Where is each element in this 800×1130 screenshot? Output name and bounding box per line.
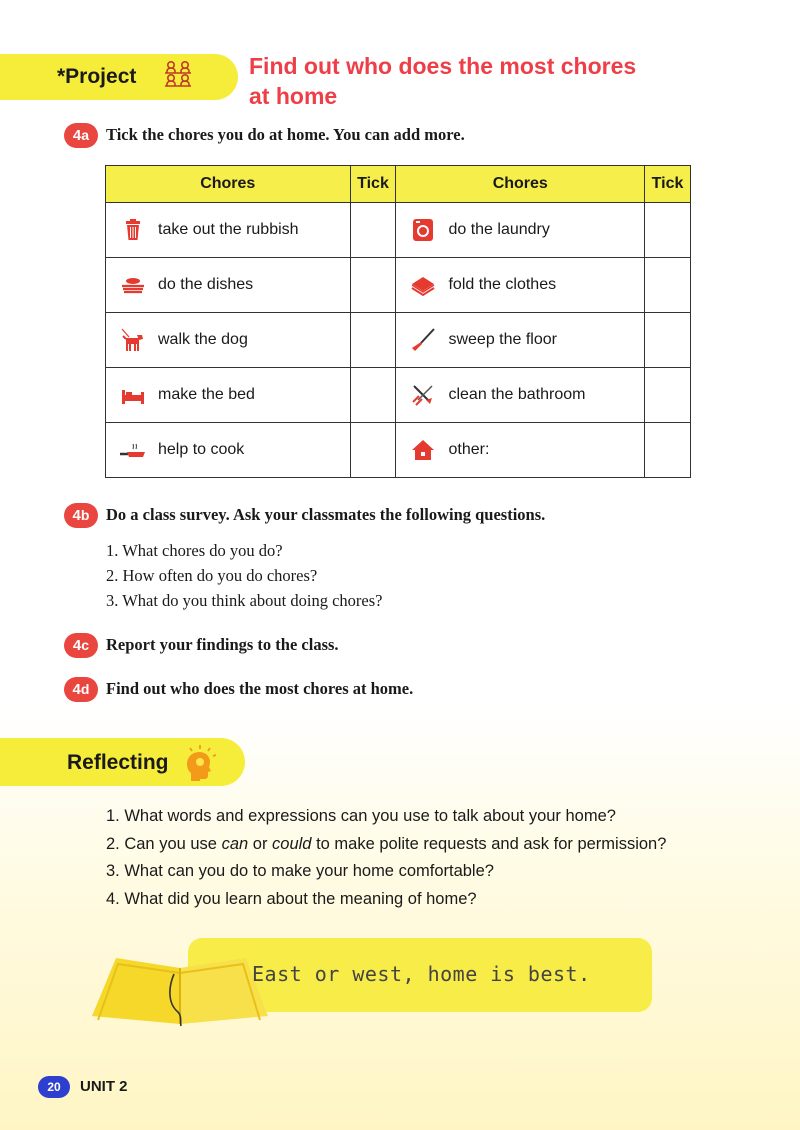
chore-cell — [106, 258, 351, 313]
open-book-icon — [88, 946, 273, 1028]
house-icon — [410, 437, 436, 463]
chore-label: do the dishes — [158, 276, 254, 293]
reflecting-label: Reflecting — [67, 751, 169, 774]
chore-cell — [106, 368, 351, 423]
chore-label: help to cook — [158, 441, 245, 458]
chore-label: other: — [448, 441, 490, 458]
chore-label: walk the dog — [158, 331, 248, 348]
chore-label: clean the bathroom — [448, 386, 586, 403]
list-item: 1. What chores do you do? — [106, 541, 283, 560]
step-4c-instruction: Report your findings to the class. — [106, 635, 339, 654]
chores-table — [105, 165, 691, 478]
step-4b-instruction: Do a class survey. Ask your classmates the following questions. — [106, 505, 546, 524]
tick-box[interactable] — [645, 368, 691, 423]
chore-label: sweep the floor — [448, 331, 557, 348]
list-item: 2. Can you use can or could to make polite requests and ask for permission? — [106, 834, 667, 853]
chore-cell — [396, 258, 645, 313]
step-badge-4d: 4d — [64, 677, 98, 702]
header-chores-left: Chores — [106, 166, 351, 203]
step-badge-4a: 4a — [64, 123, 98, 148]
step-4a-instruction: Tick the chores you do at home. You can add more. — [106, 125, 465, 144]
tick-box[interactable] — [350, 258, 396, 313]
header-tick-left: Tick — [350, 166, 396, 203]
project-label: *Project — [57, 65, 137, 88]
list-item: 4. What did you learn about the meaning of home? — [106, 889, 477, 908]
chore-cell — [106, 313, 351, 368]
project-title-line1: Find out who does the most chores — [249, 53, 637, 79]
tick-box[interactable] — [645, 203, 691, 258]
folded-clothes-icon — [410, 272, 436, 298]
tick-box[interactable] — [645, 258, 691, 313]
step-badge-4b: 4b — [64, 503, 98, 528]
list-item: 2. How often do you do chores? — [106, 566, 318, 585]
step-badge-4c: 4c — [64, 633, 98, 658]
thinking-head-icon — [185, 743, 219, 783]
header-tick-right: Tick — [645, 166, 691, 203]
chore-cell — [396, 368, 645, 423]
tick-box[interactable] — [350, 313, 396, 368]
rubbish-bin-icon — [120, 217, 146, 243]
chore-label: make the bed — [158, 386, 255, 403]
dishes-icon — [120, 272, 146, 298]
step-4d-instruction: Find out who does the most chores at home. — [106, 679, 414, 698]
table-row — [106, 423, 691, 478]
unit-label: UNIT 2 — [80, 1078, 128, 1095]
header-chores-right: Chores — [396, 166, 645, 203]
project-title — [249, 51, 679, 111]
frying-pan-icon — [120, 437, 146, 463]
chore-cell — [106, 203, 351, 258]
table-header-row — [106, 166, 691, 203]
project-title-line2: at home — [249, 83, 338, 109]
tick-box[interactable] — [350, 368, 396, 423]
dog-icon — [120, 327, 146, 353]
chore-label: do the laundry — [448, 221, 550, 238]
reflecting-question-list — [106, 803, 666, 913]
chore-cell — [396, 313, 645, 368]
table-row — [106, 313, 691, 368]
page-number: 20 — [38, 1076, 70, 1098]
washing-machine-icon — [410, 217, 436, 243]
table-row — [106, 203, 691, 258]
chore-cell — [106, 423, 351, 478]
list-item: 3. What can you do to make your home comfortable? — [106, 862, 494, 880]
chore-cell — [396, 203, 645, 258]
broom-icon — [410, 327, 436, 353]
chore-label: fold the clothes — [448, 276, 557, 293]
group-people-icon — [160, 59, 196, 91]
table-row — [106, 258, 691, 313]
tick-box[interactable] — [645, 313, 691, 368]
survey-question-list — [106, 538, 382, 613]
list-item: 1. What words and expressions can you use to talk about your home? — [106, 807, 616, 825]
chore-label: take out the rubbish — [158, 221, 299, 238]
chore-cell — [396, 423, 645, 478]
motto-text: East or west, home is best. — [252, 962, 591, 986]
tick-box[interactable] — [350, 423, 396, 478]
cleaning-icon — [410, 382, 436, 408]
table-row — [106, 368, 691, 423]
tick-box[interactable] — [350, 203, 396, 258]
bed-icon — [120, 382, 146, 408]
tick-box[interactable] — [645, 423, 691, 478]
list-item: 3. What do you think about doing chores? — [106, 591, 383, 610]
